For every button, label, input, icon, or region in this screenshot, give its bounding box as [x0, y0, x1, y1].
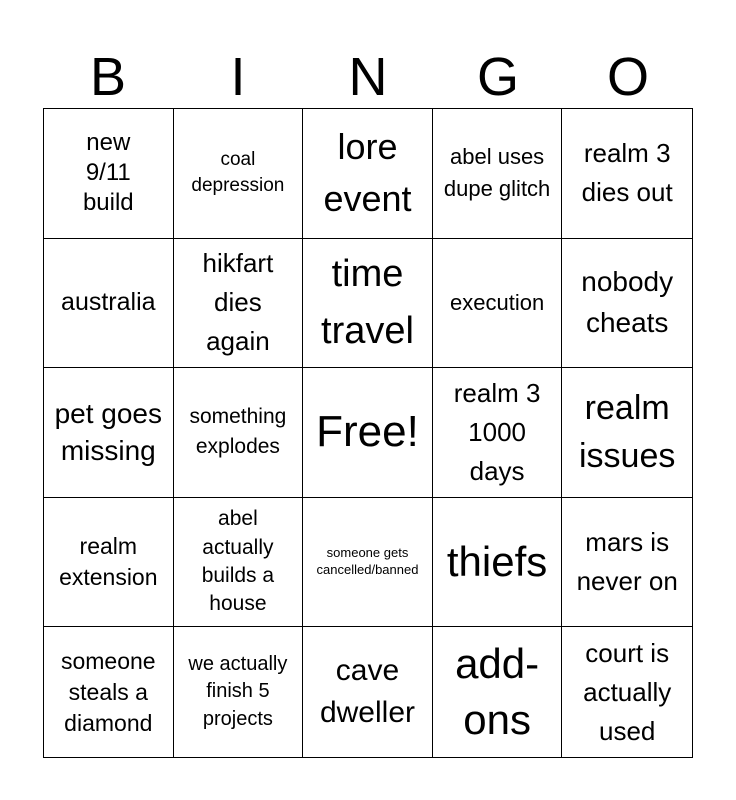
- bingo-header: [43, 42, 693, 108]
- bingo-cell[interactable]: [303, 627, 433, 757]
- bingo-cell[interactable]: [174, 498, 304, 628]
- cell-text: pet goes missing: [54, 397, 162, 467]
- bingo-cell[interactable]: [562, 498, 692, 628]
- cell-text: mars is never on: [576, 527, 678, 597]
- free-space: Free!: [316, 407, 419, 457]
- cell-text: coal depression: [191, 148, 285, 197]
- bingo-cell[interactable]: [433, 498, 563, 628]
- bingo-cell[interactable]: [303, 239, 433, 369]
- bingo-cell[interactable]: [44, 109, 174, 239]
- bingo-cell[interactable]: [433, 368, 563, 498]
- bingo-cell[interactable]: [174, 109, 304, 239]
- bingo-cell[interactable]: [44, 627, 174, 757]
- header-letter-i: I: [230, 47, 246, 107]
- bingo-cell[interactable]: [174, 368, 304, 498]
- bingo-cell[interactable]: [174, 239, 304, 369]
- header-letter-g: G: [476, 47, 519, 107]
- cell-text: lore event: [323, 126, 412, 220]
- bingo-cell[interactable]: [174, 627, 304, 757]
- bingo-cell[interactable]: [562, 109, 692, 239]
- cell-text: add-ons: [455, 639, 540, 744]
- cell-text: abel uses dupe glitch: [443, 144, 551, 202]
- bingo-cell[interactable]: [433, 109, 563, 239]
- bingo-cell[interactable]: [562, 368, 692, 498]
- cell-text: realm issues: [579, 389, 676, 476]
- cell-text: australia: [61, 288, 156, 317]
- header-letter-o: O: [606, 47, 649, 107]
- bingo-cell[interactable]: [303, 109, 433, 239]
- header-letter-n: N: [348, 47, 388, 107]
- cell-text: realm 3 dies out: [581, 138, 673, 208]
- cell-text: someone steals a diamond: [60, 647, 156, 736]
- cell-text: realm extension: [59, 533, 158, 591]
- cell-text: nobody cheats: [581, 266, 674, 338]
- bingo-cell[interactable]: [562, 239, 692, 369]
- cell-text: cave dweller: [319, 654, 415, 730]
- cell-text: we actually finish 5 projects: [188, 652, 288, 730]
- cell-text: execution: [450, 289, 545, 315]
- cell-text: someone gets cancelled/banned: [316, 545, 419, 578]
- bingo-board: [43, 108, 693, 758]
- bingo-cell[interactable]: [44, 498, 174, 628]
- bingo-cell[interactable]: [433, 627, 563, 757]
- bingo-cell[interactable]: [44, 368, 174, 498]
- cell-text: hikfart dies again: [202, 248, 274, 357]
- cell-text: abel actually builds a house: [201, 507, 275, 616]
- cell-text: something explodes: [189, 405, 287, 459]
- cell-text: thiefs: [446, 537, 548, 585]
- bingo-cell[interactable]: [303, 498, 433, 628]
- cell-text: realm 3 1000 days: [453, 377, 541, 486]
- bingo-cell[interactable]: [562, 627, 692, 757]
- header-letter-b: B: [89, 47, 127, 107]
- cell-text: court is actually used: [583, 637, 672, 746]
- cell-text: new 9/11 build: [82, 129, 134, 217]
- bingo-cell[interactable]: [303, 368, 433, 498]
- bingo-cell[interactable]: [44, 239, 174, 369]
- bingo-cell[interactable]: [433, 239, 563, 369]
- cell-text: time travel: [321, 252, 414, 352]
